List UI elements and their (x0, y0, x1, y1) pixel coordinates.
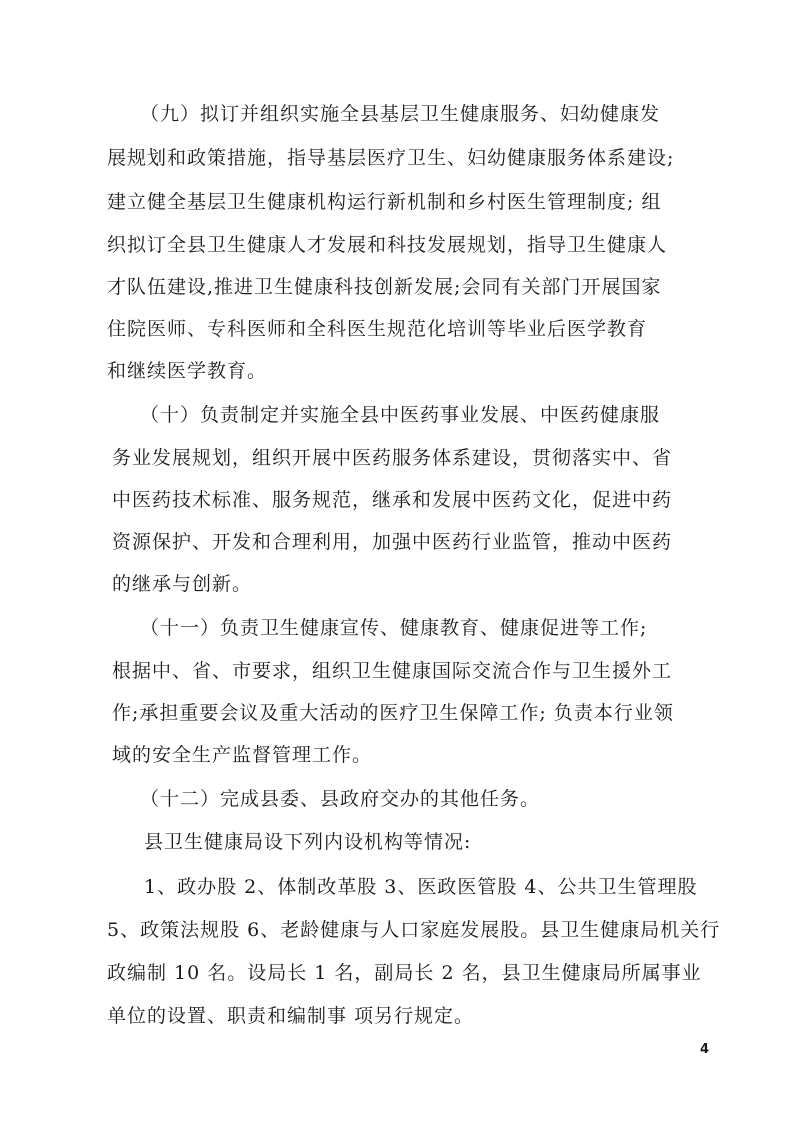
paragraph-10-line-4: 资源保护、开发和合理利用，加强中医药行业监管，推动中医药 (112, 531, 673, 553)
page-number: 4 (700, 1042, 710, 1057)
paragraph-10-line-2: 务业发展规划，组织开展中医药服务体系建设，贯彻落实中、省 (112, 447, 673, 469)
paragraph-9-line-4: 织拟订全县卫生健康人才发展和科技发展规划，指导卫生健康人 (107, 234, 668, 256)
paragraph-9-line-6: 住院医师、专科医师和全科医生规范化培训等毕业后医学教育 (107, 318, 648, 340)
paragraph-10-line-3: 中医药技术标准、服务规范，继承和发展中医药文化，促进中药 (112, 489, 673, 511)
paragraph-11-line-1: （十一）负责卫生健康宣传、健康教育、健康促进等工作; (140, 617, 648, 639)
paragraph-10-line-5: 的继承与创新。 (112, 573, 253, 595)
paragraph-11-line-2: 根据中、省、市要求，组织卫生健康国际交流合作与卫生援外工 (112, 660, 673, 682)
paragraph-12-line-1: （十二）完成县委、县政府交办的其他任务。 (140, 788, 541, 810)
departments-line-3: 政编制 10 名。设局长 1 名，副局长 2 名，县卫生健康局所属事业 (107, 962, 702, 984)
paragraph-11-line-3: 作;承担重要会议及重大活动的医疗卫生保障工作; 负责本行业领 (112, 702, 674, 724)
departments-intro: 县卫生健康局设下列内设机构等情况: (144, 831, 472, 853)
paragraph-9-line-3: 建立健全基层卫生健康机构运行新机制和乡村医生管理制度; 组 (107, 191, 662, 213)
paragraph-9-line-5: 才队伍建设,推进卫生健康科技创新发展;会同有关部门开展国家 (107, 276, 662, 298)
paragraph-9-line-2: 展规划和政策措施，指导基层医疗卫生、妇幼健康服务体系建设; (107, 147, 675, 169)
departments-line-1: 1、政办股 2、体制改革股 3、医政医管股 4、公共卫生管理股 (144, 876, 698, 898)
paragraph-9-line-7: 和继续医学教育。 (107, 360, 268, 382)
paragraph-9-line-1: （九）拟订并组织实施全县基层卫生健康服务、妇幼健康发 (140, 103, 661, 125)
paragraph-10-line-1: （十）负责制定并实施全县中医药事业发展、中医药健康服 (140, 404, 661, 426)
departments-line-4: 单位的设置、职责和编制事 项另行规定。 (107, 1005, 475, 1027)
departments-line-2: 5、政策法规股 6、老龄健康与人口家庭发展股。县卫生健康局机关行 (107, 919, 721, 941)
paragraph-11-line-4: 域的安全生产监督管理工作。 (112, 744, 373, 766)
